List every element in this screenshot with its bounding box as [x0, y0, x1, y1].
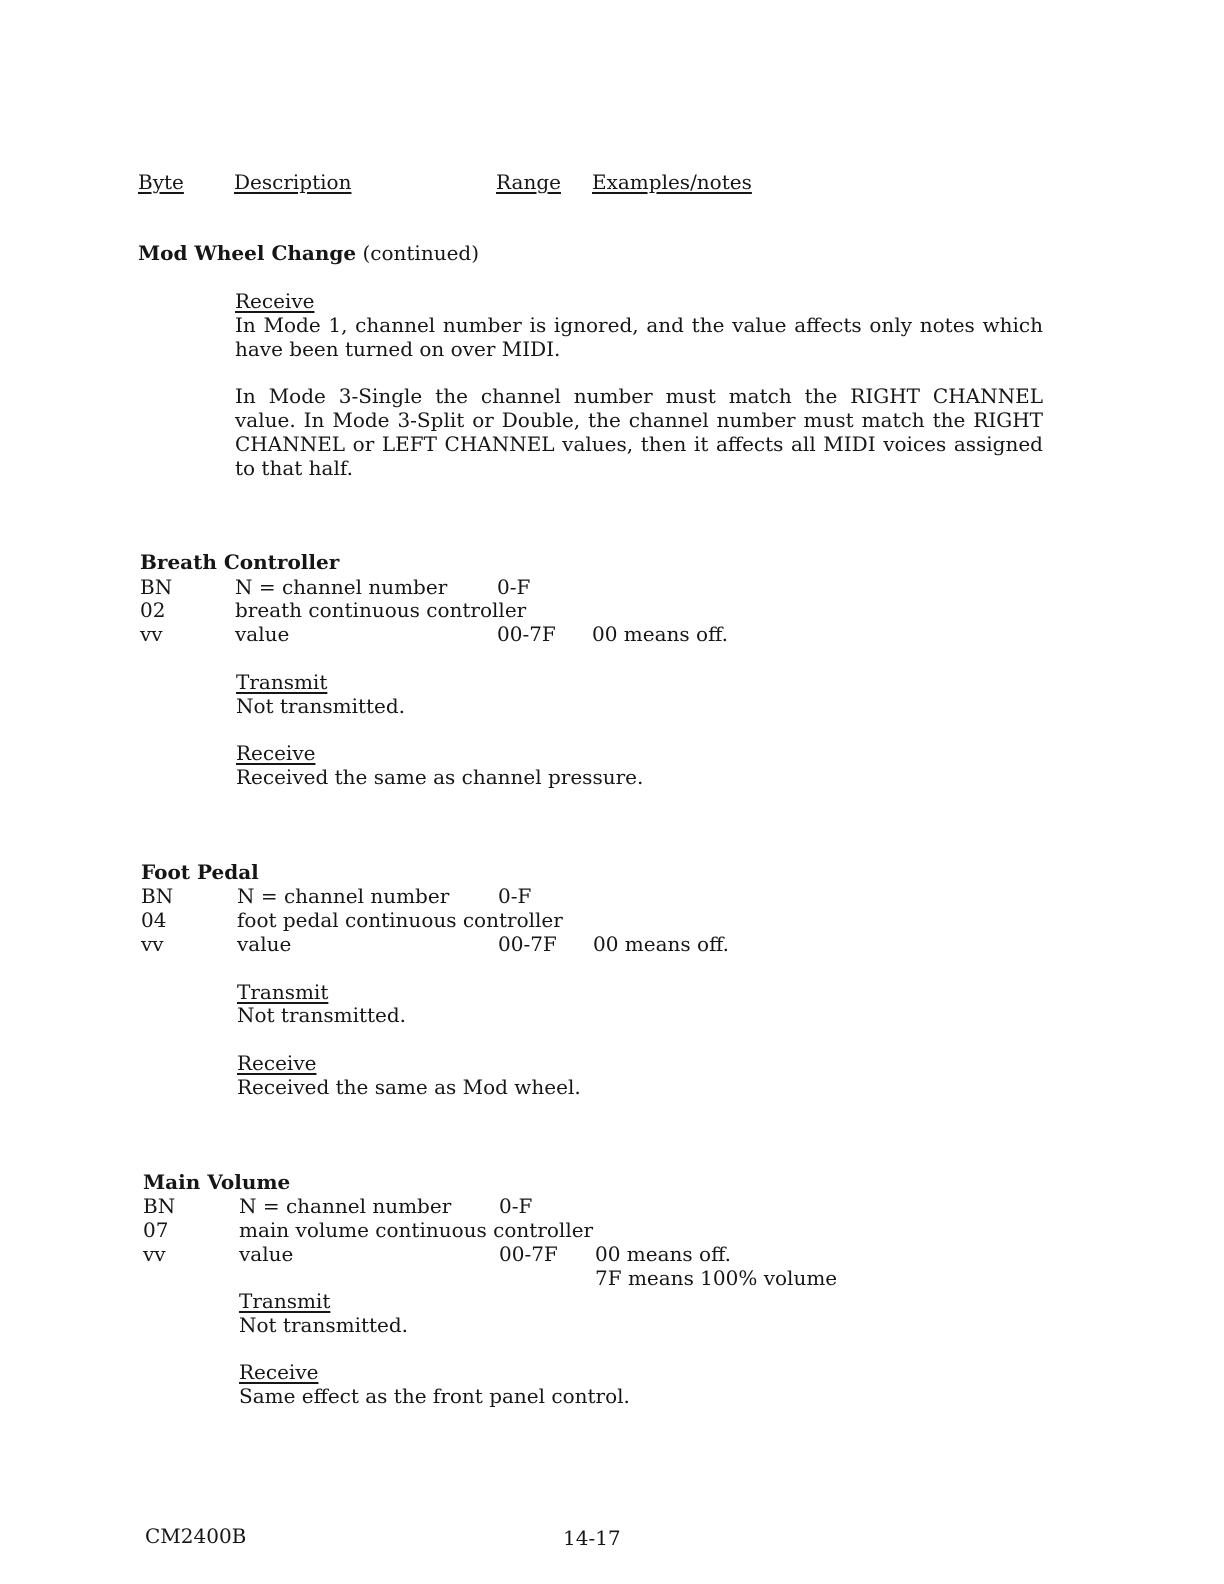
volume-receive-text: Same effect as the front panel control.: [239, 1384, 630, 1408]
breath-row-desc: breath continuous controller: [235, 598, 527, 622]
foot-transmit-label: Transmit: [237, 980, 329, 1004]
breath-row-range: 00-7F: [497, 622, 556, 646]
section-title-foot-pedal: Foot Pedal: [141, 860, 259, 884]
volume-row-desc: value: [239, 1242, 294, 1266]
foot-row-desc: N = channel number: [237, 884, 450, 908]
mod-wheel-title-suffix: (continued): [362, 241, 480, 265]
breath-receive-label: Receive: [236, 741, 316, 765]
footer-page-number: 14-17: [563, 1526, 621, 1550]
volume-row-byte: 07: [143, 1218, 169, 1242]
mod-wheel-receive-paragraph-2: In Mode 3-Single the channel number must match the RIGHT CHANNEL value. In Mode 3-Split or Double, the channel number must match the RIGHT CHANNEL or LEFT CHANNEL values, then it affects all MIDI voices assigned to that half.: [235, 384, 1043, 480]
foot-row-byte: BN: [141, 884, 174, 908]
breath-row-note: 00 means off.: [592, 622, 728, 646]
breath-row-range: 0-F: [497, 575, 531, 599]
breath-transmit-label: Transmit: [236, 670, 328, 694]
foot-row-byte: 04: [141, 908, 167, 932]
foot-transmit-text: Not transmitted.: [237, 1003, 407, 1027]
volume-transmit-text: Not transmitted.: [239, 1313, 409, 1337]
foot-row-desc: value: [237, 932, 292, 956]
foot-row-byte: vv: [141, 932, 164, 956]
header-examples: Examples/notes: [592, 170, 752, 194]
foot-row-range: 00-7F: [498, 932, 557, 956]
volume-row-note-extra: 7F means 100% volume: [595, 1266, 838, 1290]
breath-row-byte: BN: [140, 575, 173, 599]
volume-transmit-label: Transmit: [239, 1289, 331, 1313]
volume-row-range: 0-F: [499, 1194, 533, 1218]
volume-row-desc: N = channel number: [239, 1194, 452, 1218]
volume-row-range: 00-7F: [499, 1242, 558, 1266]
breath-row-desc: value: [235, 622, 290, 646]
volume-row-desc: main volume continuous controller: [239, 1218, 594, 1242]
volume-receive-label: Receive: [239, 1360, 319, 1384]
breath-row-desc: N = channel number: [235, 575, 448, 599]
section-title-mod-wheel: [138, 241, 479, 265]
breath-receive-text: Received the same as channel pressure.: [236, 765, 644, 789]
foot-row-range: 0-F: [498, 884, 532, 908]
mod-wheel-receive-paragraph-1: In Mode 1, channel number is ignored, and the value affects only notes which have been turned on over MIDI.: [235, 313, 1043, 361]
header-range: Range: [496, 170, 561, 194]
header-byte: Byte: [138, 170, 184, 194]
volume-row-byte: vv: [143, 1242, 166, 1266]
mod-wheel-receive-label: Receive: [235, 289, 315, 313]
breath-row-byte: 02: [140, 598, 166, 622]
footer-doc-id: CM2400B: [145, 1524, 247, 1548]
foot-row-desc: foot pedal continuous controller: [237, 908, 563, 932]
volume-row-note: 00 means off.: [595, 1242, 731, 1266]
section-title-breath: Breath Controller: [140, 550, 340, 574]
foot-row-note: 00 means off.: [593, 932, 729, 956]
volume-row-byte: BN: [143, 1194, 176, 1218]
breath-row-byte: vv: [140, 622, 163, 646]
header-description: Description: [234, 170, 352, 194]
breath-transmit-text: Not transmitted.: [236, 694, 406, 718]
mod-wheel-title: Mod Wheel Change: [138, 241, 357, 265]
section-title-main-volume: Main Volume: [143, 1170, 291, 1194]
foot-receive-label: Receive: [237, 1051, 317, 1075]
foot-receive-text: Received the same as Mod wheel.: [237, 1075, 581, 1099]
